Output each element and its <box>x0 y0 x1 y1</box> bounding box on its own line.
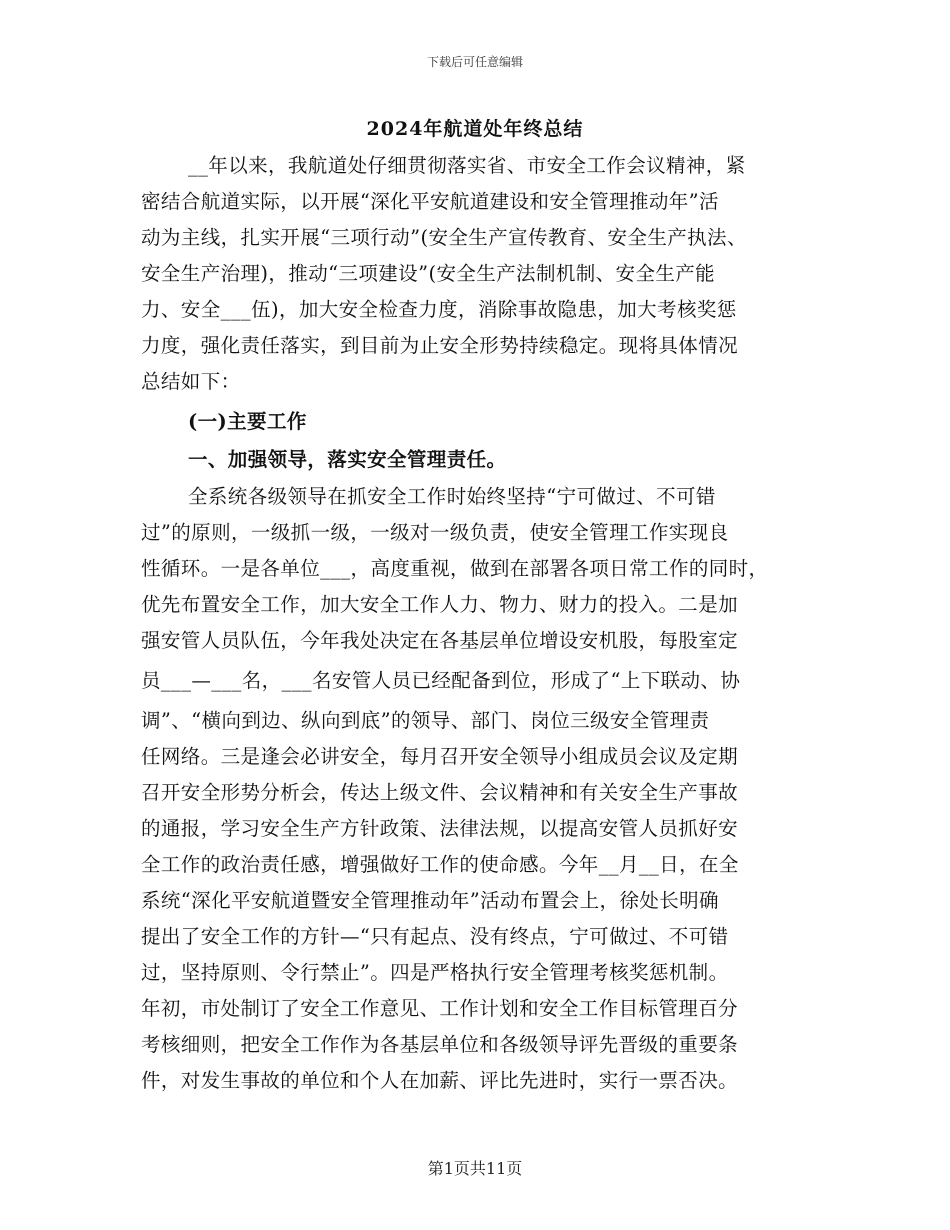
body-line: 任网络。三是逢会必讲安全，每月召开安全领导小组成员会议及定期 <box>141 745 739 768</box>
body-line: 性循环。一是各单位___，高度重视，做到在部署各项日常工作的同时， <box>141 557 769 580</box>
subsection-heading: 一、加强领导，落实安全管理责任。 <box>188 448 507 471</box>
body-line: 件，对发生事故的单位和个人在加薪、评比先进时，实行一票否决。 <box>141 1069 739 1092</box>
body-line: 召开安全形势分析会，传达上级文件、会议精神和有关安全生产事故 <box>141 781 739 804</box>
body-line: 过”的原则，一级抓一级，一级对一级负责，使安全管理工作实现良 <box>141 521 729 544</box>
body-line: 密结合航道实际，以开展“深化平安航道建设和安全管理推动年”活 <box>141 190 719 213</box>
body-line: 强安管人员队伍，今年我处决定在各基层单位增设安机股，每股室定 <box>141 629 739 652</box>
body-line: 调”、“横向到边、纵向到底”的领导、部门、岗位三级安全管理责 <box>141 709 710 732</box>
body-line: 全系统各级领导在抓安全工作时始终坚持“宁可做过、不可错 <box>188 485 716 508</box>
page-number: 第1页共11页 <box>427 1159 523 1178</box>
body-line: 力度，强化责任落实，到目前为止安全形势持续稳定。现将具体情况 <box>141 334 739 357</box>
header-note: 下载后可任意编辑 <box>426 55 523 69</box>
body-line: 年初，市处制订了安全工作意见、工作计划和安全工作目标管理百分 <box>141 997 739 1020</box>
body-line: 过，坚持原则、令行禁止”。四是严格执行安全管理考核奖惩机制。 <box>141 961 729 984</box>
body-line: __年以来，我航道处仔细贯彻落实省、市安全工作会议精神，紧 <box>188 154 746 177</box>
body-line: 考核细则，把安全工作作为各基层单位和各级领导评先晋级的重要条 <box>141 1033 739 1056</box>
body-line: 的通报，学习安全生产方针政策、法律法规，以提高安管人员抓好安 <box>141 817 739 840</box>
body-line: 员___—___名，___名安管人员已经配备到位，形成了“上下联动、协 <box>141 669 741 692</box>
body-line: 力、安全___伍)，加大安全检查力度，消除事故隐患，加大考核奖惩 <box>141 298 737 321</box>
body-line: 动为主线，扎实开展“三项行动”(安全生产宣传教育、安全生产执法、 <box>141 226 747 249</box>
body-line: 安全生产治理)，推动“三项建设”(安全生产法制机制、安全生产能 <box>141 262 716 285</box>
document-title: 2024年航道处年终总结 <box>366 118 584 140</box>
body-line: 优先布置安全工作，加大安全工作人力、物力、财力的投入。二是加 <box>141 593 739 616</box>
body-line: 全工作的政治责任感，增强做好工作的使命感。今年__月__日，在全 <box>141 853 739 876</box>
body-line: 提出了安全工作的方针—“只有起点、没有终点，宁可做过、不可错 <box>141 925 729 948</box>
body-line: 总结如下： <box>141 370 241 393</box>
section-heading: (一)主要工作 <box>188 410 307 433</box>
body-line: 系统“深化平安航道暨安全管理推动年”活动布置会上，徐处长明确 <box>141 889 719 912</box>
